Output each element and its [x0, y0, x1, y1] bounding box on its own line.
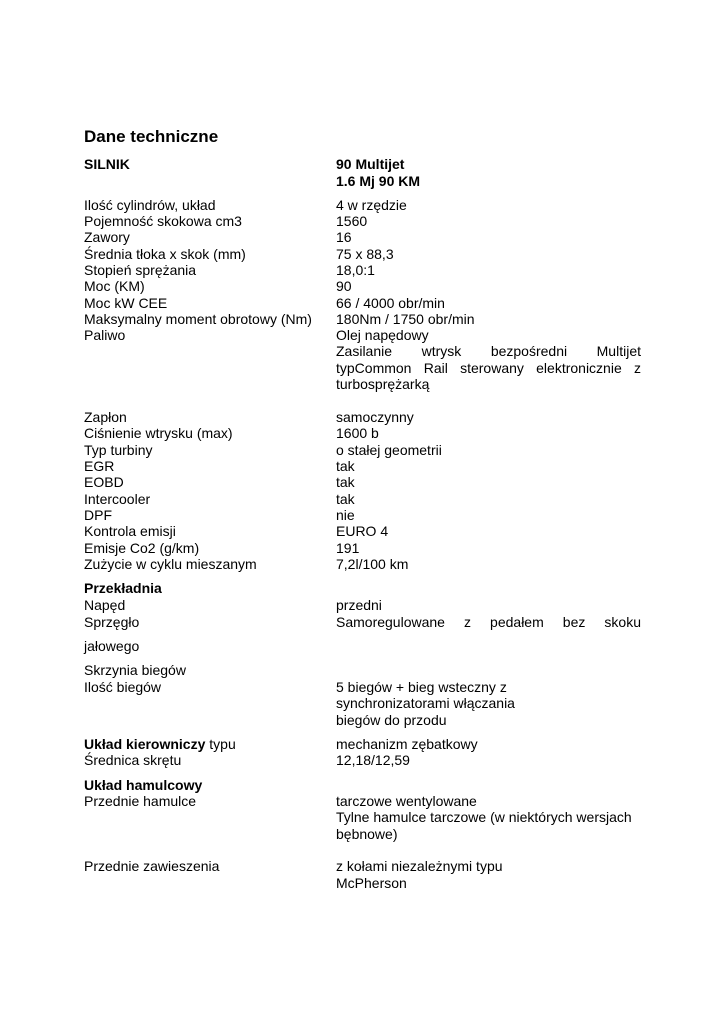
- drive-label: Napęd: [84, 597, 126, 613]
- spec-label: Emisje Co2 (g/km): [84, 540, 200, 556]
- spec-value: samoczynny: [336, 409, 414, 425]
- spec-value: tak: [336, 474, 355, 490]
- spec-label: Paliwo: [84, 327, 126, 343]
- engine-model-line2: 1.6 Mj 90 KM: [336, 173, 421, 189]
- spec-value: 191: [336, 540, 360, 556]
- spec-value: tak: [336, 458, 355, 474]
- spec-label: EGR: [84, 458, 115, 474]
- spec-label: Stopień sprężania: [84, 262, 197, 278]
- turning-diameter-label: Średnica skrętu: [84, 752, 182, 768]
- drive-value: przedni: [336, 597, 382, 613]
- spec-value: 180Nm / 1750 obr/min: [336, 311, 475, 327]
- spec-label: Zużycie w cyklu mieszanym: [84, 556, 257, 572]
- brakes-heading: Układ hamulcowy: [84, 777, 203, 793]
- gears-value-line2: synchronizatorami włączania: [336, 695, 515, 711]
- steering-heading-rest: typu: [205, 736, 236, 752]
- gears-value-line3: biegów do przodu: [336, 712, 447, 728]
- gearbox-label: Skrzynia biegów: [84, 662, 186, 678]
- engine-model-line1: 90 Multijet: [336, 156, 405, 172]
- rear-brakes-line2: bębnowe): [336, 826, 398, 842]
- rear-brakes-line1: Tylne hamulce tarczowe (w niektórych wersjach: [336, 809, 632, 825]
- fuel-supply-line1: Zasilanie wtrysk bezpośredni Multijet: [336, 343, 641, 359]
- front-suspension-label: Przednie zawieszenia: [84, 858, 220, 874]
- spec-value: tak: [336, 491, 355, 507]
- spec-value: 4 w rzędzie: [336, 197, 407, 213]
- spec-value: Olej napędowy: [336, 327, 429, 343]
- spec-value: 66 / 4000 obr/min: [336, 295, 445, 311]
- fuel-supply-line2: typCommon Rail sterowany elektronicznie z: [336, 360, 641, 376]
- spec-label: Ilość cylindrów, układ: [84, 197, 216, 213]
- gears-label: Ilość biegów: [84, 679, 162, 695]
- spec-value: 1600 b: [336, 425, 379, 441]
- front-suspension-line2: McPherson: [336, 875, 407, 891]
- steering-heading-bold: Układ kierowniczy: [84, 736, 206, 752]
- gears-value-line1: 5 biegów + bieg wsteczny z: [336, 679, 507, 695]
- turning-diameter-value: 12,18/12,59: [336, 752, 410, 768]
- spec-label: DPF: [84, 507, 112, 523]
- spec-value: 18,0:1: [336, 262, 375, 278]
- clutch-continuation: jałowego: [84, 638, 140, 654]
- spec-value: 7,2l/100 km: [336, 556, 409, 572]
- spec-label: Kontrola emisji: [84, 523, 176, 539]
- page-title: Dane techniczne: [84, 127, 219, 146]
- transmission-heading: Przekładnia: [84, 580, 162, 596]
- spec-label: Typ turbiny: [84, 442, 153, 458]
- spec-label: Moc (KM): [84, 278, 145, 294]
- front-brakes-value: tarczowe wentylowane: [336, 793, 477, 809]
- spec-value: EURO 4: [336, 523, 389, 539]
- spec-label: Intercooler: [84, 491, 151, 507]
- spec-label: Zapłon: [84, 409, 127, 425]
- front-brakes-label: Przednie hamulce: [84, 793, 197, 809]
- spec-label: Ciśnienie wtrysku (max): [84, 425, 233, 441]
- spec-label: Średnia tłoka x skok (mm): [84, 246, 246, 262]
- engine-heading: SILNIK: [84, 156, 130, 172]
- spec-value: nie: [336, 507, 355, 523]
- spec-value: 90: [336, 278, 352, 294]
- clutch-label: Sprzęgło: [84, 614, 140, 630]
- spec-label: Zawory: [84, 229, 130, 245]
- spec-label: EOBD: [84, 474, 124, 490]
- spec-label: Moc kW CEE: [84, 295, 168, 311]
- spec-value: 16: [336, 229, 352, 245]
- spec-label: Pojemność skokowa cm3: [84, 213, 242, 229]
- front-suspension-line1: z kołami niezależnymi typu: [336, 858, 503, 874]
- steering-heading: [84, 736, 236, 752]
- clutch-value: Samoregulowane z pedałem bez skoku: [336, 614, 641, 630]
- fuel-supply-line3: turbosprężarką: [336, 376, 430, 392]
- spec-value: 75 x 88,3: [336, 246, 394, 262]
- steering-value: mechanizm zębatkowy: [336, 736, 478, 752]
- spec-value: 1560: [336, 213, 368, 229]
- spec-label: Maksymalny moment obrotowy (Nm): [84, 311, 312, 327]
- spec-value: o stałej geometrii: [336, 442, 442, 458]
